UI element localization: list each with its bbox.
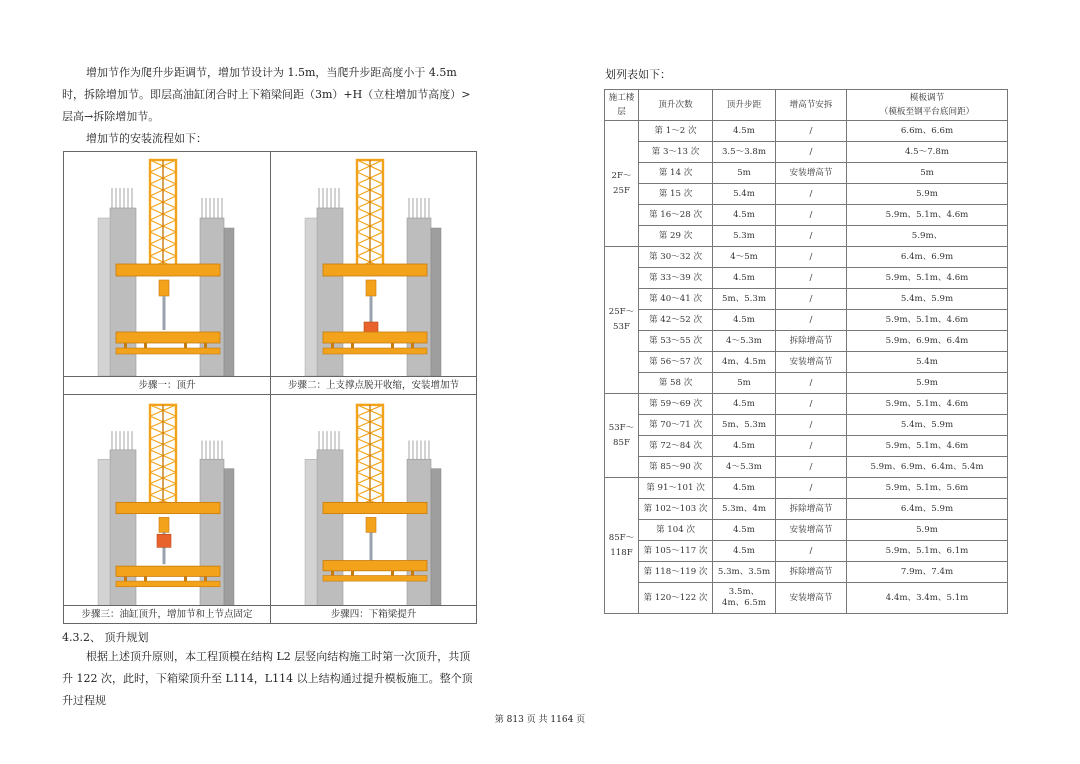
jack-count-cell: 第 118～119 次 <box>639 562 713 583</box>
extension-cell: 安装增高节 <box>776 520 847 541</box>
formwork-cell: 5.4m <box>847 352 1008 373</box>
girder-post <box>124 576 127 581</box>
extension-cell: / <box>776 289 847 310</box>
girder-post <box>124 343 127 348</box>
extension-cell: / <box>776 541 847 562</box>
header-formwork <box>847 90 1008 121</box>
table-row <box>605 541 1008 562</box>
extension-cell: / <box>776 478 847 499</box>
upper-box-girder <box>323 502 427 513</box>
formwork-cell: 5.9m、5.1m、4.6m <box>847 310 1008 331</box>
jack-count-cell: 第 120～122 次 <box>639 583 713 614</box>
table-intro: 划列表如下： <box>605 68 671 81</box>
extension-cell: / <box>776 394 847 415</box>
jack-count-cell: 第 30～32 次 <box>639 247 713 268</box>
jack-step-cell: 5m、5.3m <box>713 289 776 310</box>
step-caption: 步骤三：油缸顶升，增加节和上节点固定 <box>64 605 270 623</box>
concrete-column <box>431 469 441 605</box>
girder-post <box>411 343 414 348</box>
formwork-cell: 4.5～7.8m <box>847 142 1008 163</box>
jack-step-cell: 4～5.3m <box>713 457 776 478</box>
table-row <box>605 520 1008 541</box>
floor-range-cell: 25F～53F <box>605 247 639 394</box>
table-row <box>605 499 1008 520</box>
table-row <box>605 373 1008 394</box>
jack-count-cell: 第 91～101 次 <box>639 478 713 499</box>
formwork-cell: 5.9m、6.9m、6.4m <box>847 331 1008 352</box>
formwork-cell: 5.9m <box>847 520 1008 541</box>
table-row <box>605 310 1008 331</box>
lower-box-girder <box>323 348 427 354</box>
extension-section <box>157 534 171 547</box>
step-1-illustration <box>64 152 270 376</box>
jack-step-cell: 4.5m <box>713 205 776 226</box>
jack-step-cell: 4～5m <box>713 247 776 268</box>
concrete-column <box>305 218 317 376</box>
formwork-cell: 5.9m、5.1m、4.6m <box>847 394 1008 415</box>
jack-step-cell: 4m、4.5m <box>713 352 776 373</box>
step-caption: 步骤四：下箱梁提升 <box>271 605 476 623</box>
floor-range-cell: 85F～118F <box>605 478 639 614</box>
extension-cell: / <box>776 268 847 289</box>
jack-count-cell: 第 16～28 次 <box>639 205 713 226</box>
table-row <box>605 331 1008 352</box>
header-count: 顶升次数 <box>639 90 713 121</box>
header-formwork-sub: （模板至钢平台底间距） <box>879 107 975 117</box>
girder-post <box>391 343 394 348</box>
jack-cylinder <box>159 517 169 532</box>
table-row <box>605 394 1008 415</box>
lower-box-girder <box>323 332 427 343</box>
jack-step-cell: 4.5m <box>713 436 776 457</box>
concrete-column <box>98 218 110 376</box>
step-cell <box>270 151 477 395</box>
table-row <box>605 289 1008 310</box>
girder-post <box>204 343 207 348</box>
girder-post <box>331 343 334 348</box>
table-row <box>605 457 1008 478</box>
jack-count-cell: 第 33～39 次 <box>639 268 713 289</box>
jack-step-cell: 4.5m <box>713 310 776 331</box>
extension-cell: / <box>776 247 847 268</box>
girder-post <box>331 571 334 576</box>
extension-cell: / <box>776 457 847 478</box>
jack-step-cell: 5m <box>713 373 776 394</box>
extension-cell: / <box>776 142 847 163</box>
formwork-cell: 6.6m、6.6m <box>847 121 1008 142</box>
formwork-cell: 5.9m、5.1m、6.1m <box>847 541 1008 562</box>
table-row <box>605 205 1008 226</box>
jack-step-cell: 4.5m <box>713 541 776 562</box>
table-row <box>605 142 1008 163</box>
extension-cell: 安装增高节 <box>776 352 847 373</box>
table-row <box>605 163 1008 184</box>
table-header-row <box>605 90 1008 121</box>
extension-cell: / <box>776 205 847 226</box>
jack-cylinder <box>159 280 169 296</box>
jack-count-cell: 第 29 次 <box>639 226 713 247</box>
jack-count-cell: 第 42～52 次 <box>639 310 713 331</box>
jack-count-cell: 第 85～90 次 <box>639 457 713 478</box>
girder-post <box>184 576 187 581</box>
extension-cell: 拆除增高节 <box>776 499 847 520</box>
extension-cell: / <box>776 310 847 331</box>
formwork-cell: 5.9m、5.1m、5.6m <box>847 478 1008 499</box>
concrete-column <box>317 450 343 605</box>
jack-count-cell: 第 72～84 次 <box>639 436 713 457</box>
jack-step-cell: 5.3m <box>713 226 776 247</box>
concrete-column <box>98 459 110 605</box>
step-caption: 步骤一：顶升 <box>64 376 270 394</box>
concrete-column <box>305 459 317 605</box>
upper-box-girder <box>323 264 427 276</box>
header-formwork-title: 模板调节 <box>909 93 945 103</box>
formwork-cell: 5.4m、5.9m <box>847 289 1008 310</box>
step-2-illustration <box>271 152 476 376</box>
flow-intro: 增加节的安装流程如下： <box>86 132 207 145</box>
jack-step-cell: 4.5m <box>713 268 776 289</box>
lower-box-girder <box>116 348 220 354</box>
extension-cell: / <box>776 184 847 205</box>
table-row <box>605 352 1008 373</box>
jack-step-cell: 4.5m <box>713 520 776 541</box>
table-row <box>605 184 1008 205</box>
formwork-cell: 5.9m、5.1m、4.6m <box>847 268 1008 289</box>
table-row <box>605 226 1008 247</box>
lower-box-girder <box>116 566 220 576</box>
jack-count-cell: 第 70～71 次 <box>639 415 713 436</box>
lower-box-girder <box>323 576 427 582</box>
jack-count-cell: 第 102～103 次 <box>639 499 713 520</box>
formwork-cell: 6.4m、5.9m <box>847 499 1008 520</box>
jack-count-cell: 第 15 次 <box>639 184 713 205</box>
jack-count-cell: 第 104 次 <box>639 520 713 541</box>
jack-count-cell: 第 40～41 次 <box>639 289 713 310</box>
jack-step-cell: 5m <box>713 163 776 184</box>
formwork-cell: 5.9m、6.9m、6.4m、5.4m <box>847 457 1008 478</box>
concrete-column <box>224 228 234 376</box>
step-cell <box>63 394 271 624</box>
jack-step-cell: 5.3m、3.5m <box>713 562 776 583</box>
jacking-plan-paragraph: 根据上述顶升原则，本工程顶模在结构 L2 层竖向结构施工时第一次顶升，共顶升 122 次，此时，下箱梁顶升至 L114，L114 以上结构通过提升模板施工。整个顶升过程规 <box>62 650 473 707</box>
jacking-plan-table <box>604 89 1008 614</box>
formwork-cell: 7.9m、7.4m <box>847 562 1008 583</box>
step-cell <box>270 394 477 624</box>
formwork-cell: 5.4m、5.9m <box>847 415 1008 436</box>
girder-post <box>351 343 354 348</box>
header-step: 顶升步距 <box>713 90 776 121</box>
jack-count-cell: 第 105～117 次 <box>639 541 713 562</box>
extension-cell: 拆除增高节 <box>776 562 847 583</box>
formwork-cell: 5.9m <box>847 184 1008 205</box>
jack-count-cell: 第 56～57 次 <box>639 352 713 373</box>
extension-cell: / <box>776 415 847 436</box>
table-row <box>605 562 1008 583</box>
extension-cell: / <box>776 373 847 394</box>
lower-box-girder <box>116 581 220 587</box>
formwork-cell: 5.9m <box>847 373 1008 394</box>
table-row <box>605 121 1008 142</box>
jack-count-cell: 第 1～2 次 <box>639 121 713 142</box>
jack-step-cell: 3.5m、4m、6.5m <box>713 583 776 614</box>
step-cell <box>63 151 271 395</box>
jack-count-cell: 第 58 次 <box>639 373 713 394</box>
formwork-cell: 5.9m、5.1m、4.6m <box>847 436 1008 457</box>
jack-count-cell: 第 14 次 <box>639 163 713 184</box>
extension-cell: 安装增高节 <box>776 583 847 614</box>
extension-cell: / <box>776 436 847 457</box>
formwork-cell: 6.4m、6.9m <box>847 247 1008 268</box>
jack-cylinder <box>366 280 376 296</box>
header-extension: 增高节安拆 <box>776 90 847 121</box>
table-row <box>605 415 1008 436</box>
girder-post <box>144 343 147 348</box>
jack-step-cell: 3.5～3.8m <box>713 142 776 163</box>
formwork-cell: 4.4m、3.4m、5.1m <box>847 583 1008 614</box>
step-4-illustration <box>271 395 476 605</box>
jack-count-cell: 第 3～13 次 <box>639 142 713 163</box>
lower-box-girder <box>116 332 220 343</box>
jack-cylinder <box>366 517 376 532</box>
girder-post <box>391 571 394 576</box>
step-caption: 步骤二：上支撑点脱开收缩，安装增加节 <box>271 376 476 394</box>
table-row <box>605 478 1008 499</box>
lower-box-girder <box>323 561 427 571</box>
upper-box-girder <box>116 264 220 276</box>
concrete-column <box>407 459 431 605</box>
extension-cell: 安装增高节 <box>776 163 847 184</box>
jack-count-cell: 第 53～55 次 <box>639 331 713 352</box>
jack-step-cell: 4～5.3m <box>713 331 776 352</box>
girder-post <box>204 576 207 581</box>
girder-post <box>411 571 414 576</box>
upper-box-girder <box>116 502 220 513</box>
floor-range-cell: 53F～85F <box>605 394 639 478</box>
extension-cell: / <box>776 226 847 247</box>
concrete-column <box>431 228 441 376</box>
table-row <box>605 268 1008 289</box>
concrete-column <box>224 469 234 605</box>
jack-count-cell: 第 59～69 次 <box>639 394 713 415</box>
step-3-illustration <box>64 395 270 605</box>
jack-step-cell: 4.5m <box>713 394 776 415</box>
header-floor: 施工楼层 <box>605 90 639 121</box>
table-row <box>605 247 1008 268</box>
jack-step-cell: 5m、5.3m <box>713 415 776 436</box>
formwork-cell: 5.9m、 <box>847 226 1008 247</box>
floor-range-cell: 2F～25F <box>605 121 639 247</box>
extension-cell: 拆除增高节 <box>776 331 847 352</box>
formwork-cell: 5.9m、5.1m、4.6m <box>847 205 1008 226</box>
table-row <box>605 583 1008 614</box>
jack-step-cell: 5.3m、4m <box>713 499 776 520</box>
girder-post <box>351 571 354 576</box>
jack-step-cell: 5.4m <box>713 184 776 205</box>
intro-paragraph: 增加节作为爬升步距调节，增加节设计为 1.5m，当爬升步距高度小于 4.5m 时，拆除增加节。即层高油缸闭合时上下箱梁间距（3m）+H（立柱增加节高度）>层高→拆除增加节。 <box>62 66 471 123</box>
table-row <box>605 436 1008 457</box>
page-footer: 第 813 页 共 1164 页 <box>494 715 586 725</box>
extension-cell: / <box>776 121 847 142</box>
girder-post <box>184 343 187 348</box>
section-heading: 4.3.2、 顶升规划 <box>62 631 149 644</box>
formwork-cell: 5m <box>847 163 1008 184</box>
girder-post <box>144 576 147 581</box>
jack-step-cell: 4.5m <box>713 121 776 142</box>
jack-step-cell: 4.5m <box>713 478 776 499</box>
